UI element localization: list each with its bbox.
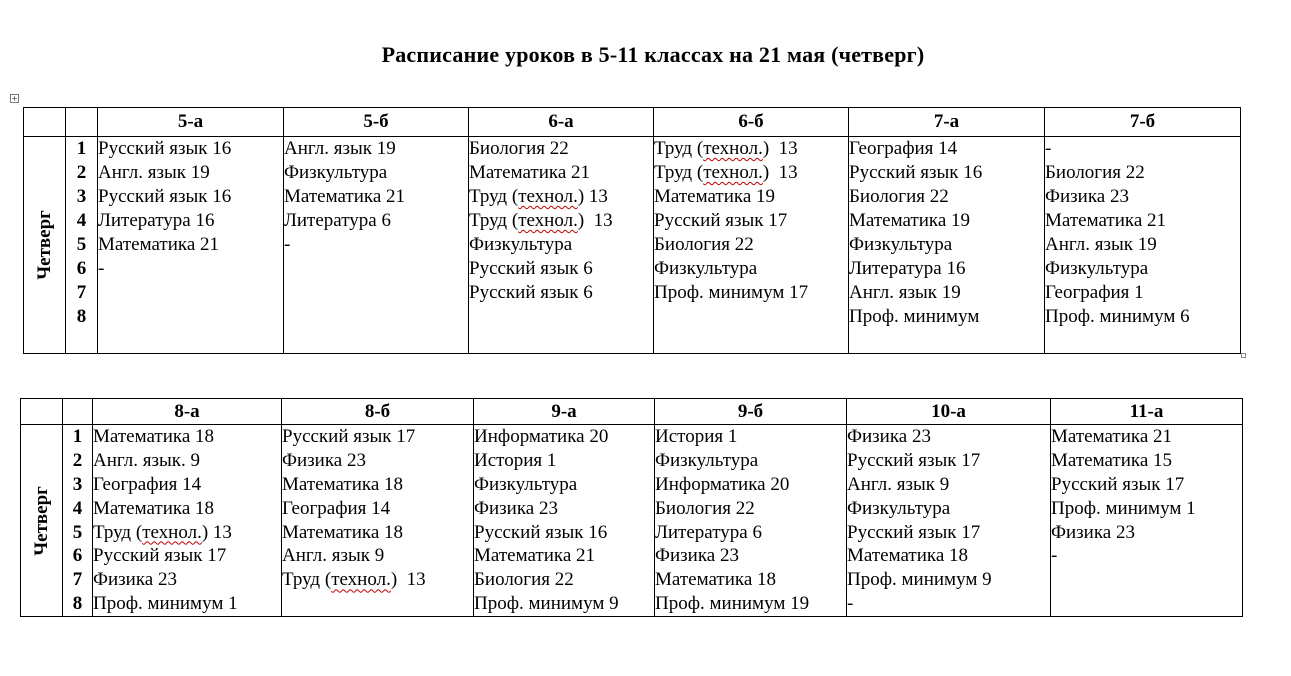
class-header: 7-б	[1045, 108, 1241, 137]
lesson-entry: Физкультура	[1045, 258, 1149, 279]
lesson-entry: -	[98, 258, 105, 279]
header-row	[21, 399, 1243, 425]
lesson-entry: -	[284, 234, 291, 255]
class-header: 6-б	[654, 108, 849, 137]
lesson-entry: Англ. язык 9	[847, 473, 950, 495]
day-cell	[24, 137, 66, 354]
period-number: 3	[76, 186, 87, 207]
lessons-cell	[1051, 425, 1243, 617]
schedule-table-1	[23, 107, 1241, 354]
lesson-entry: Проф. минимум 1	[1051, 497, 1196, 519]
lesson-entry: Математика 21	[469, 162, 591, 183]
period-number: 2	[72, 449, 83, 471]
lesson-entry: Труд (технол.) 13	[654, 162, 798, 183]
lesson-entry: История 1	[474, 449, 557, 471]
lessons-cell	[474, 425, 655, 617]
lesson-entry: Математика 18	[93, 497, 215, 519]
period-number: 8	[76, 306, 87, 327]
class-header: 6-а	[469, 108, 654, 137]
period-number: 4	[72, 497, 83, 519]
class-header: 5-а	[98, 108, 284, 137]
corner-cell	[24, 108, 66, 137]
class-header: 9-б	[655, 399, 847, 425]
lesson-entry: Русский язык 16	[98, 138, 232, 159]
lesson-entry: Русский язык 16	[474, 521, 608, 543]
lesson-entry: Физика 23	[655, 545, 739, 567]
class-header: 8-б	[282, 399, 474, 425]
lesson-entry: Математика 19	[849, 210, 971, 231]
period-number: 4	[76, 210, 87, 231]
lesson-entry: Русский язык 16	[849, 162, 983, 183]
lesson-entry: Физика 23	[282, 449, 366, 471]
lesson-entry: Проф. минимум 19	[655, 593, 810, 615]
lesson-entry: Математика 18	[655, 569, 777, 591]
lesson-entry: Физкультура	[849, 234, 953, 255]
lesson-entry: Литература 6	[284, 210, 391, 231]
period-numbers	[66, 137, 98, 354]
lessons-cell	[469, 137, 654, 354]
lesson-entry: Русский язык 17	[282, 426, 416, 447]
page-title: Расписание уроков в 5-11 классах на 21 мая (четверг)	[381, 42, 925, 67]
lesson-entry: География 14	[849, 138, 958, 159]
period-number: 1	[76, 138, 87, 159]
lesson-entry: Математика 21	[284, 186, 406, 207]
class-header: 7-а	[849, 108, 1045, 137]
day-label: Четверг	[30, 485, 52, 556]
schedule-row	[24, 137, 1241, 354]
lesson-entry: Литература 6	[655, 521, 762, 543]
lessons-cell	[1045, 137, 1241, 354]
lesson-entry: Русский язык 17	[847, 449, 981, 471]
lesson-entry: Физкультура	[469, 234, 573, 255]
lesson-entry: Математика 18	[282, 521, 404, 543]
lessons-cell	[98, 137, 284, 354]
lesson-entry: Русский язык 17	[93, 545, 227, 567]
period-number: 2	[76, 162, 87, 183]
lesson-entry: Физика 23	[474, 497, 558, 519]
lesson-entry: Математика 21	[98, 234, 220, 255]
lesson-entry: Математика 15	[1051, 449, 1173, 471]
lesson-entry: Математика 21	[1051, 426, 1173, 447]
lessons-cell	[847, 425, 1051, 617]
class-header: 11-а	[1051, 399, 1243, 425]
lesson-entry: -	[1045, 138, 1052, 159]
period-header-cell	[66, 108, 98, 137]
lesson-entry: Проф. минимум 9	[474, 593, 619, 615]
corner-cell	[21, 399, 63, 425]
lesson-entry: Математика 21	[474, 545, 596, 567]
lesson-entry: Физика 23	[1045, 186, 1129, 207]
lessons-cell	[849, 137, 1045, 354]
lesson-entry: Проф. минимум 9	[847, 569, 992, 591]
lesson-entry: Русский язык 17	[654, 210, 788, 231]
lesson-entry: Англ. язык. 9	[93, 449, 200, 471]
lesson-entry: Русский язык 6	[469, 282, 593, 303]
lesson-entry: Математика 18	[282, 473, 404, 495]
lessons-cell	[655, 425, 847, 617]
period-number: 1	[72, 426, 83, 447]
lesson-entry: Труд (технол.) 13	[469, 210, 613, 231]
period-number: 5	[72, 521, 83, 543]
schedule-row	[21, 425, 1243, 617]
period-number: 6	[76, 258, 87, 279]
lesson-entry: Физкультура	[474, 473, 578, 495]
lessons-cell	[93, 425, 282, 617]
lesson-entry: Труд (технол.) 13	[282, 569, 426, 591]
lesson-entry: Биология 22	[1045, 162, 1145, 183]
lesson-entry: Англ. язык 19	[284, 138, 396, 159]
lesson-entry: Проф. минимум 6	[1045, 306, 1190, 327]
lesson-entry: География 14	[93, 473, 202, 495]
class-header: 10-а	[847, 399, 1051, 425]
lesson-entry: Физика 23	[1051, 521, 1135, 543]
lesson-entry: Англ. язык 9	[282, 545, 385, 567]
header-row	[24, 108, 1241, 137]
lesson-entry: Труд (технол.) 13	[93, 521, 232, 543]
lesson-entry: Русский язык 17	[847, 521, 981, 543]
period-number: 7	[72, 569, 83, 591]
lesson-entry: Биология 22	[474, 569, 574, 591]
day-cell	[21, 425, 63, 617]
lesson-entry: Русский язык 16	[98, 186, 232, 207]
period-number: 3	[72, 473, 83, 495]
class-header: 9-а	[474, 399, 655, 425]
period-number: 6	[72, 545, 83, 567]
day-label: Четверг	[33, 210, 55, 280]
lesson-entry: Математика 21	[1045, 210, 1167, 231]
lesson-entry: -	[1051, 545, 1058, 567]
lesson-entry: География 1	[1045, 282, 1144, 303]
lesson-entry: Биология 22	[654, 234, 754, 255]
lesson-entry: Физкультура	[847, 497, 951, 519]
lessons-cell	[654, 137, 849, 354]
lesson-entry: Русский язык 6	[469, 258, 593, 279]
lesson-entry: Математика 19	[654, 186, 776, 207]
lesson-entry: Литература 16	[98, 210, 215, 231]
lesson-entry: Англ. язык 19	[1045, 234, 1157, 255]
lesson-entry: Труд (технол.) 13	[654, 138, 798, 159]
lesson-entry: Физкультура	[655, 449, 759, 471]
lesson-entry: Физика 23	[847, 426, 931, 447]
lesson-entry: Труд (технол.) 13	[469, 186, 608, 207]
class-header: 8-а	[93, 399, 282, 425]
table-move-handle-icon[interactable]: +	[11, 94, 18, 103]
lesson-entry: -	[847, 593, 854, 615]
lesson-entry: Физика 23	[93, 569, 177, 591]
lesson-entry: Биология 22	[849, 186, 949, 207]
lesson-entry: Англ. язык 19	[98, 162, 210, 183]
table-resize-handle[interactable]	[1241, 353, 1246, 358]
lesson-entry: Биология 22	[469, 138, 569, 159]
lesson-entry: Информатика 20	[474, 426, 609, 447]
lessons-cell	[284, 137, 469, 354]
lesson-entry: Математика 18	[93, 426, 215, 447]
lesson-entry: Математика 18	[847, 545, 969, 567]
period-number: 5	[76, 234, 87, 255]
lesson-entry: География 14	[282, 497, 391, 519]
lesson-entry: Информатика 20	[655, 473, 790, 495]
period-header-cell	[63, 399, 93, 425]
class-header: 5-б	[284, 108, 469, 137]
schedule-table-2	[20, 398, 1243, 617]
lesson-entry: История 1	[655, 426, 738, 447]
period-number: 7	[76, 282, 87, 303]
lesson-entry: Проф. минимум 17	[654, 282, 809, 303]
lesson-entry: Литература 16	[849, 258, 966, 279]
lesson-entry: Проф. минимум	[849, 306, 980, 327]
lesson-entry: Физкультура	[284, 162, 388, 183]
lesson-entry: Биология 22	[655, 497, 755, 519]
lesson-entry: Русский язык 17	[1051, 473, 1185, 495]
lesson-entry: Физкультура	[654, 258, 758, 279]
period-numbers	[63, 425, 93, 617]
period-number: 8	[72, 593, 83, 615]
lessons-cell	[282, 425, 474, 617]
lesson-entry: Англ. язык 19	[849, 282, 961, 303]
lesson-entry: Проф. минимум 1	[93, 593, 238, 615]
